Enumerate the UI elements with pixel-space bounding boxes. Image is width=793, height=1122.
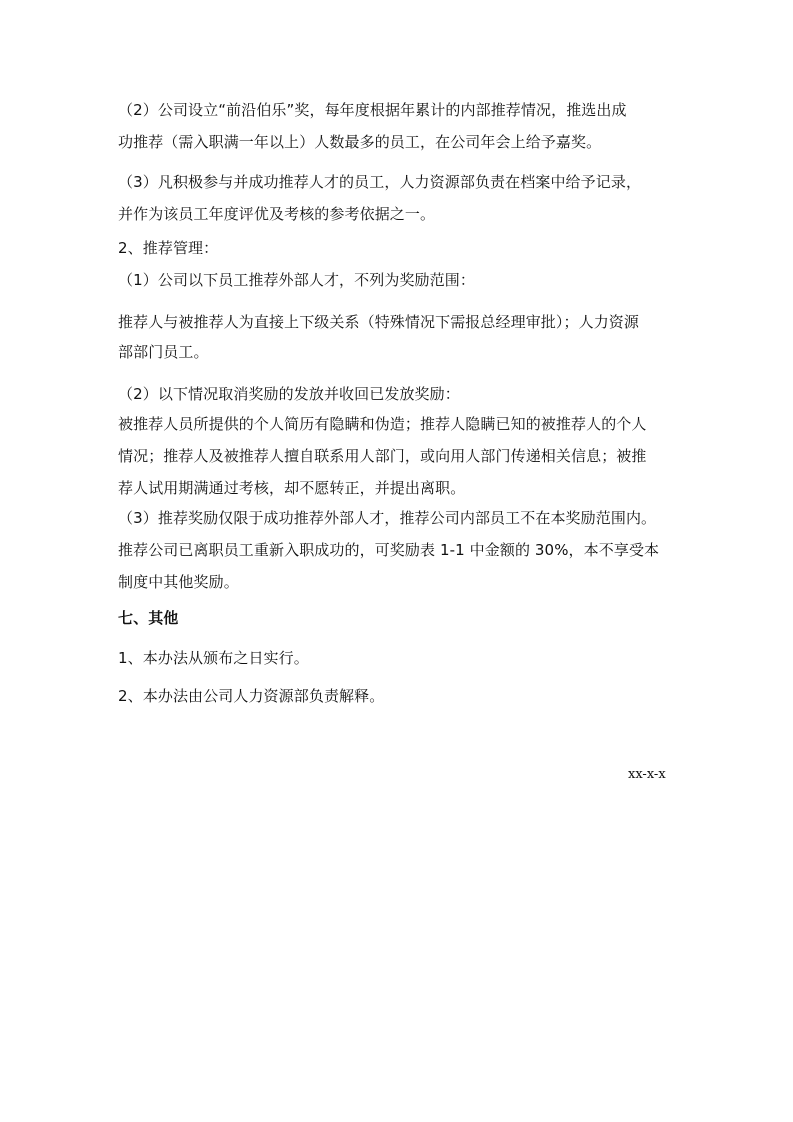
paragraph-conditions-line-3: 荐人试用期满通过考核，却不愿转正，并提出离职。 <box>118 479 466 497</box>
paragraph-exclusion-line-1: （1）公司以下员工推荐外部人才，不列为奖励范围： <box>118 271 475 289</box>
footer-date: xx-x-x <box>628 767 666 782</box>
paragraph-record-line-2: 并作为该员工年度评优及考核的参考依据之一。 <box>118 205 436 223</box>
paragraph-record-line-1: （3）凡积极参与并成功推荐人才的员工，人力资源部负责在档案中给予记录， <box>118 173 642 191</box>
list-item-effective-date: 1、本办法从颁布之日实行。 <box>118 649 309 667</box>
paragraph-limit-line-2: 推荐公司已离职员工重新入职成功的，可奖励表 1-1 中金额的 30%，本不享受本 <box>118 541 660 559</box>
paragraph-limit-line-1: （3）推荐奖励仅限于成功推荐外部人才，推荐公司内部员工不在本奖励范围内。 <box>118 509 657 527</box>
paragraph-conditions-line-1: 被推荐人员所提供的个人简历有隐瞒和伪造；推荐人隐瞒已知的被推荐人的个人 <box>118 415 647 433</box>
paragraph-reward-line-1: （2）公司设立“前沿伯乐”奖，每年度根据年累计的内部推荐情况，推选出成 <box>118 101 627 119</box>
paragraph-conditions-line-2: 情况；推荐人及被推荐人擅自联系用人部门，或向用人部门传递相关信息；被推 <box>118 447 647 465</box>
section-title-other: 七、其他 <box>118 609 179 627</box>
paragraph-relationship-line-1: 推荐人与被推荐人为直接上下级关系（特殊情况下需报总经理审批）；人力资源 <box>118 313 640 331</box>
section-heading-recommend-management: 2、推荐管理： <box>118 239 219 257</box>
paragraph-relationship-line-2: 部部门员工。 <box>118 343 209 361</box>
list-item-interpretation: 2、本办法由公司人力资源部负责解释。 <box>118 687 385 705</box>
paragraph-reward-line-2: 功推荐（需入职满一年以上）人数最多的员工，在公司年会上给予嘉奖。 <box>118 133 602 151</box>
paragraph-limit-line-3: 制度中其他奖励。 <box>118 573 239 591</box>
paragraph-cancel-line-1: （2）以下情况取消奖励的发放并收回已发放奖励： <box>118 385 460 403</box>
